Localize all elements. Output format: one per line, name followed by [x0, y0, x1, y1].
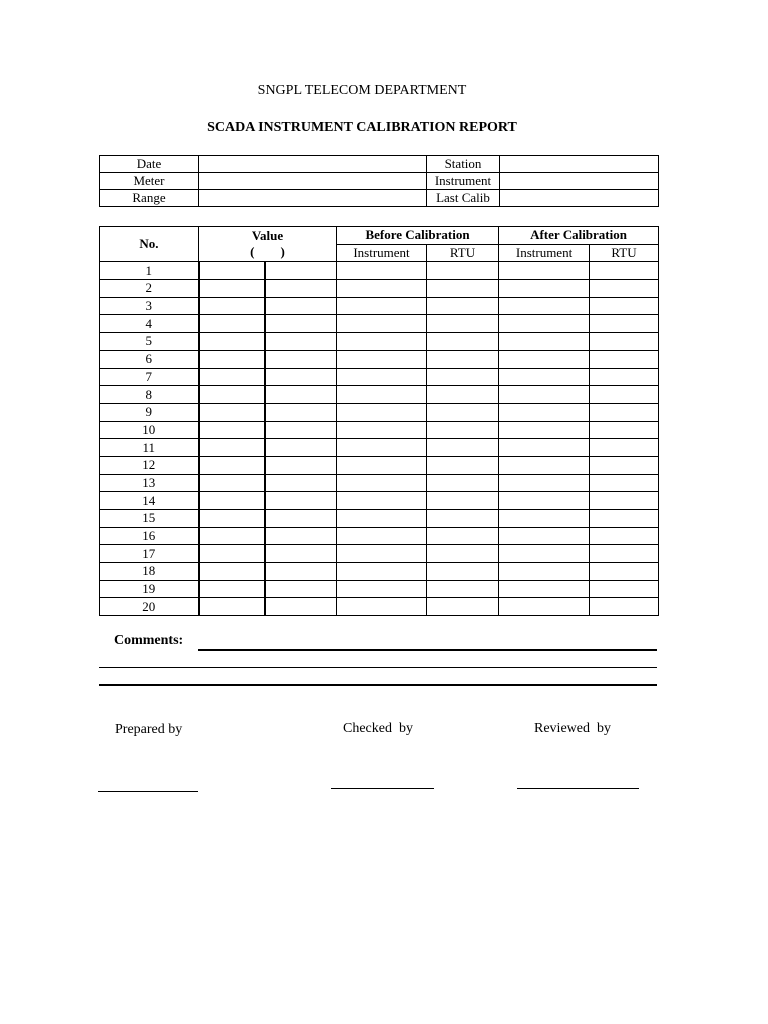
- value-unit: ( ): [250, 244, 285, 260]
- after-instrument-cell[interactable]: [499, 474, 590, 492]
- value-cell-b[interactable]: [265, 421, 337, 439]
- row-number: 17: [100, 545, 199, 563]
- after-instrument-cell[interactable]: [499, 527, 590, 545]
- comments-label: Comments:: [114, 633, 184, 648]
- after-instrument-cell[interactable]: [499, 421, 590, 439]
- value-cell-a[interactable]: [199, 262, 265, 280]
- before-instrument-cell[interactable]: [337, 386, 427, 404]
- after-instrument-cell[interactable]: [499, 456, 590, 474]
- value-cell-a[interactable]: [199, 580, 265, 598]
- after-rtu-cell[interactable]: [590, 280, 659, 298]
- before-calibration-header: Before Calibration: [337, 227, 499, 245]
- checked-by-label: Checked by: [343, 721, 413, 736]
- info-row-range: [100, 190, 659, 207]
- before-rtu-cell[interactable]: [427, 580, 499, 598]
- comments-line-1[interactable]: [198, 649, 657, 651]
- before-instrument-cell[interactable]: [337, 510, 427, 528]
- calibration-row: [100, 421, 659, 439]
- after-rtu-cell[interactable]: [590, 510, 659, 528]
- before-instrument-cell[interactable]: [337, 333, 427, 351]
- calibration-header-row: [100, 227, 659, 245]
- before-rtu-cell[interactable]: [427, 474, 499, 492]
- value-cell-b[interactable]: [265, 474, 337, 492]
- value-cell-b[interactable]: [265, 510, 337, 528]
- calibration-row: [100, 474, 659, 492]
- value-cell-b[interactable]: [265, 545, 337, 563]
- calibration-row: [100, 315, 659, 333]
- after-instrument-cell[interactable]: [499, 315, 590, 333]
- before-instrument-cell[interactable]: [337, 456, 427, 474]
- instrument-field[interactable]: [500, 173, 659, 190]
- row-number: 9: [100, 403, 199, 421]
- after-rtu-cell[interactable]: [590, 456, 659, 474]
- value-cell-a[interactable]: [199, 439, 265, 457]
- before-rtu-cell[interactable]: [427, 280, 499, 298]
- row-number: 14: [100, 492, 199, 510]
- after-instrument-cell[interactable]: [499, 563, 590, 581]
- value-cell-b[interactable]: [265, 403, 337, 421]
- row-number: 18: [100, 563, 199, 581]
- value-cell-b[interactable]: [265, 297, 337, 315]
- before-instrument-cell[interactable]: [337, 315, 427, 333]
- after-instrument-cell[interactable]: [499, 368, 590, 386]
- calibration-row: [100, 280, 659, 298]
- value-cell-b[interactable]: [265, 350, 337, 368]
- before-instrument-cell[interactable]: [337, 350, 427, 368]
- date-field[interactable]: [199, 156, 427, 173]
- value-cell-b[interactable]: [265, 315, 337, 333]
- value-cell-b[interactable]: [265, 333, 337, 351]
- before-rtu-cell[interactable]: [427, 350, 499, 368]
- value-header: [199, 227, 337, 262]
- before-rtu-cell[interactable]: [427, 386, 499, 404]
- before-rtu-cell[interactable]: [427, 527, 499, 545]
- after-rtu-cell[interactable]: [590, 350, 659, 368]
- value-cell-b[interactable]: [265, 598, 337, 616]
- before-rtu-cell[interactable]: [427, 563, 499, 581]
- after-instrument-header: Instrument: [499, 244, 590, 262]
- value-cell-a[interactable]: [199, 403, 265, 421]
- after-rtu-cell[interactable]: [590, 262, 659, 280]
- value-cell-b[interactable]: [265, 580, 337, 598]
- calibration-row: [100, 545, 659, 563]
- row-number: 12: [100, 456, 199, 474]
- value-cell-a[interactable]: [199, 545, 265, 563]
- calibration-row: [100, 350, 659, 368]
- before-rtu-cell[interactable]: [427, 368, 499, 386]
- value-cell-b[interactable]: [265, 492, 337, 510]
- after-rtu-cell[interactable]: [590, 403, 659, 421]
- before-instrument-cell[interactable]: [337, 563, 427, 581]
- after-instrument-cell[interactable]: [499, 350, 590, 368]
- calibration-row: [100, 456, 659, 474]
- before-rtu-cell[interactable]: [427, 315, 499, 333]
- after-instrument-cell[interactable]: [499, 262, 590, 280]
- after-rtu-cell[interactable]: [590, 386, 659, 404]
- after-instrument-cell[interactable]: [499, 545, 590, 563]
- info-row-date: [100, 156, 659, 173]
- before-instrument-cell[interactable]: [337, 527, 427, 545]
- before-instrument-header: Instrument: [337, 244, 427, 262]
- calibration-row: [100, 580, 659, 598]
- calibration-row: [100, 510, 659, 528]
- station-label: Station: [427, 156, 500, 173]
- calibration-row: [100, 262, 659, 280]
- value-cell-a[interactable]: [199, 421, 265, 439]
- before-rtu-cell[interactable]: [427, 403, 499, 421]
- value-cell-b[interactable]: [265, 368, 337, 386]
- value-cell-b[interactable]: [265, 456, 337, 474]
- instrument-label: Instrument: [427, 173, 500, 190]
- last-calib-label: Last Calib: [427, 190, 500, 207]
- after-instrument-cell[interactable]: [499, 598, 590, 616]
- value-cell-a[interactable]: [199, 492, 265, 510]
- before-instrument-cell[interactable]: [337, 439, 427, 457]
- before-rtu-cell[interactable]: [427, 439, 499, 457]
- after-instrument-cell[interactable]: [499, 386, 590, 404]
- before-rtu-cell[interactable]: [427, 492, 499, 510]
- after-rtu-cell[interactable]: [590, 492, 659, 510]
- after-instrument-cell[interactable]: [499, 297, 590, 315]
- after-rtu-header: RTU: [590, 244, 659, 262]
- calibration-row: [100, 527, 659, 545]
- calibration-row: [100, 492, 659, 510]
- meter-field[interactable]: [199, 173, 427, 190]
- row-number: 4: [100, 315, 199, 333]
- after-rtu-cell[interactable]: [590, 315, 659, 333]
- row-number: 20: [100, 598, 199, 616]
- value-cell-b[interactable]: [265, 527, 337, 545]
- after-instrument-cell[interactable]: [499, 333, 590, 351]
- after-calibration-header: After Calibration: [499, 227, 659, 245]
- before-rtu-cell[interactable]: [427, 510, 499, 528]
- range-field[interactable]: [199, 190, 427, 207]
- before-rtu-cell[interactable]: [427, 421, 499, 439]
- row-number: 16: [100, 527, 199, 545]
- row-number: 13: [100, 474, 199, 492]
- row-number: 3: [100, 297, 199, 315]
- row-number: 19: [100, 580, 199, 598]
- before-instrument-cell[interactable]: [337, 492, 427, 510]
- after-rtu-cell[interactable]: [590, 297, 659, 315]
- reviewed-by-signature-line[interactable]: [517, 788, 639, 789]
- checked-by-signature-line[interactable]: [331, 788, 434, 789]
- calibration-row: [100, 386, 659, 404]
- after-rtu-cell[interactable]: [590, 527, 659, 545]
- value-cell-a[interactable]: [199, 350, 265, 368]
- before-instrument-cell[interactable]: [337, 421, 427, 439]
- date-label: Date: [100, 156, 199, 173]
- value-cell-a[interactable]: [199, 315, 265, 333]
- reviewed-by-label: Reviewed by: [534, 721, 611, 736]
- prepared-by-label: Prepared by: [115, 722, 183, 737]
- value-cell-a[interactable]: [199, 386, 265, 404]
- after-rtu-cell[interactable]: [590, 598, 659, 616]
- row-number: 8: [100, 386, 199, 404]
- calibration-row: [100, 563, 659, 581]
- value-cell-b[interactable]: [265, 563, 337, 581]
- row-number: 7: [100, 368, 199, 386]
- after-instrument-cell[interactable]: [499, 403, 590, 421]
- before-rtu-cell[interactable]: [427, 262, 499, 280]
- before-rtu-cell[interactable]: [427, 297, 499, 315]
- comments-line-2[interactable]: [99, 667, 657, 668]
- after-rtu-cell[interactable]: [590, 439, 659, 457]
- value-cell-a[interactable]: [199, 368, 265, 386]
- after-rtu-cell[interactable]: [590, 545, 659, 563]
- row-number: 11: [100, 439, 199, 457]
- before-rtu-cell[interactable]: [427, 545, 499, 563]
- after-rtu-cell[interactable]: [590, 368, 659, 386]
- row-number: 15: [100, 510, 199, 528]
- before-instrument-cell[interactable]: [337, 262, 427, 280]
- before-rtu-cell[interactable]: [427, 333, 499, 351]
- after-rtu-cell[interactable]: [590, 580, 659, 598]
- value-header-label: Value: [251, 228, 284, 244]
- prepared-by-signature-line[interactable]: [98, 791, 198, 792]
- value-cell-a[interactable]: [199, 563, 265, 581]
- last-calib-field[interactable]: [500, 190, 659, 207]
- after-instrument-cell[interactable]: [499, 492, 590, 510]
- value-cell-b[interactable]: [265, 439, 337, 457]
- info-row-meter: [100, 173, 659, 190]
- before-rtu-header: RTU: [427, 244, 499, 262]
- after-rtu-cell[interactable]: [590, 421, 659, 439]
- after-rtu-cell[interactable]: [590, 563, 659, 581]
- value-cell-a[interactable]: [199, 333, 265, 351]
- before-instrument-cell[interactable]: [337, 297, 427, 315]
- after-instrument-cell[interactable]: [499, 580, 590, 598]
- row-number: 5: [100, 333, 199, 351]
- value-cell-a[interactable]: [199, 474, 265, 492]
- value-cell-a[interactable]: [199, 510, 265, 528]
- value-cell-a[interactable]: [199, 280, 265, 298]
- calibration-row: [100, 403, 659, 421]
- after-instrument-cell[interactable]: [499, 439, 590, 457]
- value-cell-a[interactable]: [199, 527, 265, 545]
- before-instrument-cell[interactable]: [337, 280, 427, 298]
- value-cell-a[interactable]: [199, 456, 265, 474]
- value-cell-b[interactable]: [265, 262, 337, 280]
- row-number: 2: [100, 280, 199, 298]
- value-cell-a[interactable]: [199, 598, 265, 616]
- value-cell-b[interactable]: [265, 386, 337, 404]
- before-instrument-cell[interactable]: [337, 474, 427, 492]
- no-header: No.: [100, 227, 199, 262]
- calibration-row: [100, 333, 659, 351]
- before-instrument-cell[interactable]: [337, 580, 427, 598]
- after-instrument-cell[interactable]: [499, 280, 590, 298]
- after-rtu-cell[interactable]: [590, 474, 659, 492]
- before-rtu-cell[interactable]: [427, 598, 499, 616]
- before-instrument-cell[interactable]: [337, 545, 427, 563]
- before-instrument-cell[interactable]: [337, 403, 427, 421]
- row-number: 1: [100, 262, 199, 280]
- row-number: 6: [100, 350, 199, 368]
- after-instrument-cell[interactable]: [499, 510, 590, 528]
- info-table: [99, 155, 659, 207]
- department-name: SNGPL TELECOM DEPARTMENT: [257, 83, 467, 98]
- calibration-row: [100, 368, 659, 386]
- calibration-table: [99, 226, 659, 616]
- comments-line-3[interactable]: [99, 684, 657, 686]
- calibration-row: [100, 439, 659, 457]
- range-label: Range: [100, 190, 199, 207]
- before-instrument-cell[interactable]: [337, 598, 427, 616]
- value-cell-a[interactable]: [199, 297, 265, 315]
- after-rtu-cell[interactable]: [590, 333, 659, 351]
- before-rtu-cell[interactable]: [427, 456, 499, 474]
- calibration-row: [100, 297, 659, 315]
- station-field[interactable]: [500, 156, 659, 173]
- before-instrument-cell[interactable]: [337, 368, 427, 386]
- value-cell-b[interactable]: [265, 280, 337, 298]
- report-title: SCADA INSTRUMENT CALIBRATION REPORT: [207, 120, 517, 135]
- row-number: 10: [100, 421, 199, 439]
- meter-label: Meter: [100, 173, 199, 190]
- calibration-row: [100, 598, 659, 616]
